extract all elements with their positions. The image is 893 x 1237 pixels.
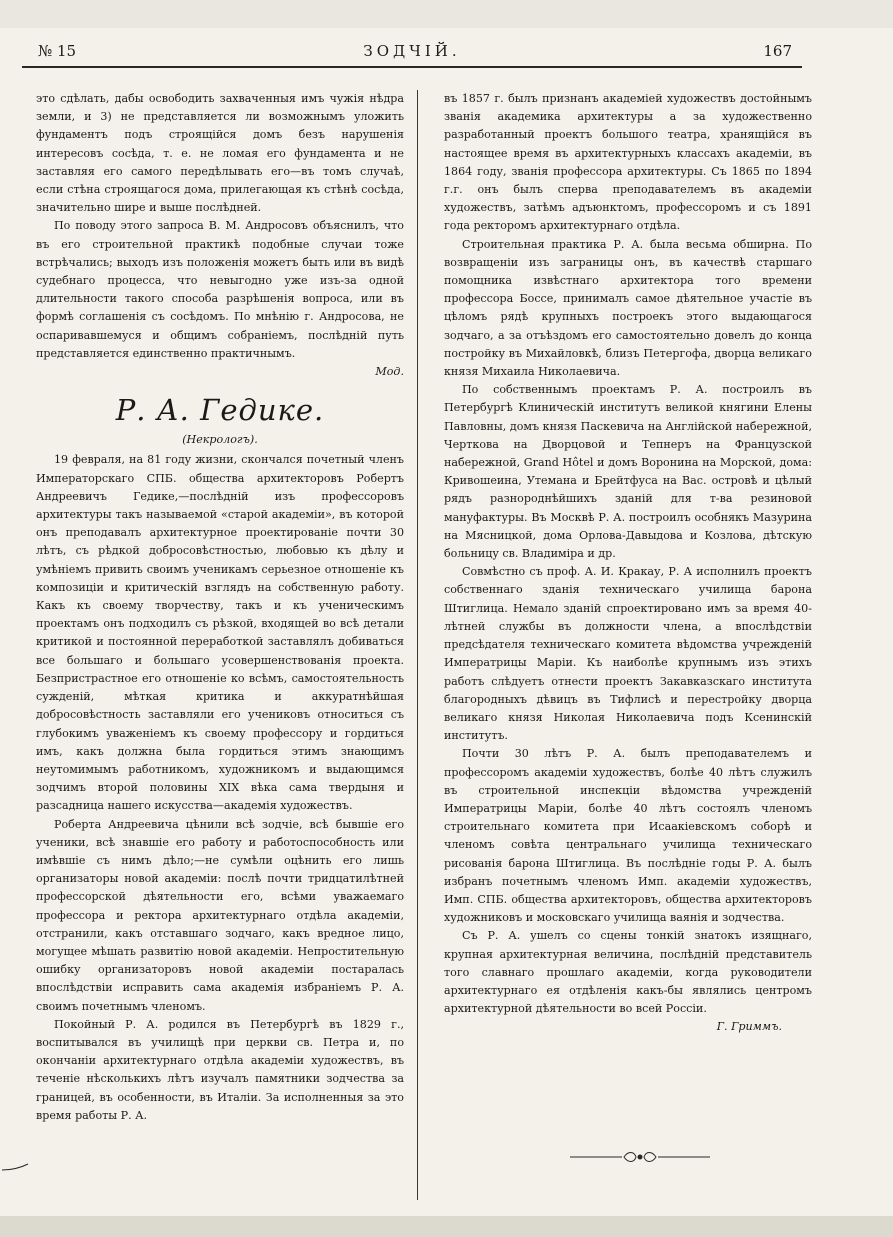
header-rule xyxy=(22,66,802,68)
margin-mark-icon xyxy=(0,1160,30,1180)
right-column xyxy=(444,90,812,1037)
paragraph: По поводу этого запроса В. М. Андросовъ объяснилъ, что въ его строительной практикѣ подобные случаи тоже встрѣчались; выходъ изъ положенія можетъ быть или въ видѣ судебнаго процесса, что невыгодно уже изъ-за одной длительности такого способа разрѣшенія вопроса, или въ формѣ соглашенія съ сосѣдомъ. По мнѣнію г. Андросова, не оспаривавшемуся и общимъ собраніемъ, послѣдній путь представляется единственно практичнымъ. xyxy=(36,219,404,360)
paragraph: Роберта Андреевича цѣнили всѣ зодчіе, всѣ бывшіе его ученики, всѣ знавшіе его работу и работоспособность или имѣвшіе съ нимъ дѣло;—не сумѣли оцѣнить его лишь организаторы новой академіи: послѣ почти тридцатилѣтней профессорской дѣятельности его, всѣми уважаемаго профессора и ректора архитектурнаго отдѣла академіи, отстранили, какъ отставшаго зодчаго, какъ вредное лицо, могущее мѣшать развитію новой академіи. Непростительную ошибку организаторовъ новой академіи постаралась впослѣдствіи исправить сама академія избраніемъ Р. А. своимъ почетнымъ членомъ. xyxy=(36,817,404,1013)
paragraph: это сдѣлать, дабы освободить захваченныя имъ чужія нѣдра земли, и 3) не представляется ли возможнымъ уложить фундаментъ подъ строящійся домъ безъ нарушенія интересовъ сосѣда, т. е. не ломая его фундамента и не заставляя его самого передѣлывать его—въ томъ случаѣ, если стѣна строящагося дома, прилегающая къ стѣнѣ сосѣда, значительно шире и выше послѣдней. xyxy=(36,92,404,215)
paragraph: По собственнымъ проектамъ Р. А. построилъ въ Петербургѣ Клиническій институтъ великой княгини Елены Павловны, домъ князя Паскевича на Англійской набережной, Черткова на Дворцовой и Тепнеръ на Французской набережной, Grand Hôtel и домъ Воронина на Морской, дома: Кривошеина, Утемана и Брейтфуса на Вас. островѣ и цѣлый рядъ разнороднѣйшихъ зданій для т-ва резиновой мануфактуры. Въ Москвѣ Р. А. построилъ особнякъ Мазурина на Мясницкой, дома Орлова-Давыдова и Козлова, дѣтскую больницу св. Владиміра и др. xyxy=(444,383,812,561)
paragraph: 19 февраля, на 81 году жизни, скончался почетный членъ Императорскаго СПБ. общества архитекторовъ Робертъ Андреевичъ Гедике,—послѣдній изъ профессоровъ архитектуры такъ называемой «старой академіи», въ которой онъ преподавалъ архитектурное проектированіе почти 30 лѣтъ, съ рѣдкой добросовѣстностью, любовью къ дѣлу и умѣніемъ привить своимъ ученикамъ серьезное отношеніе къ композиціи и критическій взглядъ на собственную работу. Какъ къ своему творчеству, такъ и къ ученическимъ проектамъ онъ подходилъ съ рѣзкой, входящей во всѣ детали критикой и постоянной переработкой заставлялъ добиваться все большаго и большаго усовершенствованія проекта. Безпристрастное его отношеніе ко всѣмъ, самостоятельность сужденій, мѣткая критика и аккуратнѣйшая добросовѣстность заставляли его учениковъ относиться съ глубокимъ уваженіемъ къ своему профессору и гордиться имъ, какъ должна была гордиться этимъ знающимъ неутомимымъ работникомъ, художникомъ и выдающимся зодчимъ второй половины XIX вѣка сама твердыня и разсадница нашего искусства—академія художествъ. xyxy=(36,453,404,813)
article-title: Р. А. Гедике. xyxy=(115,393,325,428)
paragraph: Строительная практика Р. А. была весьма обширна. По возвращеніи изъ заграницы онъ, въ качествѣ старшаго помощника извѣстнаго архитектора того времени профессора Боссе, принималъ самое дѣятельное участіе въ цѣломъ рядѣ крупныхъ построекъ этого выдающагося зодчаго, а за отъѣздомъ его самостоятельно довелъ до конца постройку въ Михайловкѣ, близъ Петергофа, дворца великаго князя Михаила Николаевича. xyxy=(444,237,812,379)
paragraph: Почти 30 лѣтъ Р. А. былъ преподавателемъ и профессоромъ академіи художествъ, болѣе 40 лѣтъ служилъ въ строительной инспекціи вѣдомства учрежденій Императрицы Маріи, болѣе 40 лѣтъ состоялъ членомъ строительнаго комитета при Исаакіевскомъ соборѣ и членомъ совѣта центральнаго училища техническаго рисованія барона Штиглица. Въ послѣдніе годы Р. А. былъ избранъ почетнымъ членомъ Имп. академіи художествъ, Имп. СПБ. общества архитекторовъ, общества архитекторовъ художниковъ и московскаго училища ваянія и зодчества. xyxy=(444,747,812,925)
journal-title: ЗОДЧІЙ. xyxy=(363,42,461,60)
scan-edge xyxy=(0,1216,893,1237)
author-signature: Мод. xyxy=(375,365,404,379)
end-ornament-icon xyxy=(570,1148,710,1166)
paragraph: Совмѣстно съ проф. А. И. Кракау, Р. А исполнилъ проектъ собственнаго зданія техническаго училища барона Штиглица. Немало зданій спроектировано имъ за время 40-лѣтней службы въ должности члена, а впослѣдствіи предсѣдателя техническаго комитета вѣдомства учрежденій Императрицы Маріи. Къ наиболѣе крупнымъ изъ этихъ работъ слѣдуетъ отнести проектъ Закавказскаго института благородныхъ дѣвицъ въ Тифлисѣ и перестройку дворца великаго князя Николая Николаевича подъ Ксенинскій институтъ. xyxy=(444,565,812,743)
left-column xyxy=(36,90,404,1125)
column-divider xyxy=(417,90,418,1200)
paragraph: Съ Р. А. ушелъ со сцены тонкій знатокъ изящнаго, крупная архитектурная величина, послѣдній представитель того славнаго прошлаго академіи, когда руководители архитектурнаго ея отдѣленія какъ-бы являлись центромъ архитектурной дѣятельности во всей Россіи. xyxy=(444,929,812,1016)
paragraph: Покойный Р. А. родился въ Петербургѣ въ 1829 г., воспитывался въ училищѣ при церкви св. Петра и, по окончаніи архитектурнаго отдѣла академіи художествъ, въ теченіе нѣсколькихъ лѣтъ изучалъ памятники зодчества за границей, въ особенности, въ Италіи. За исполненныя за это время работы Р. А. xyxy=(36,1017,404,1122)
issue-number: № 15 xyxy=(38,42,77,60)
running-header xyxy=(22,38,802,64)
author-signature: Г. Гриммъ. xyxy=(716,1020,782,1034)
paragraph: въ 1857 г. былъ признанъ академіей художествъ достойнымъ званія академика архитектуры а за художественно разработанный проектъ большого театра, хранящійся въ настоящее время въ архитектурныхъ классахъ академіи, въ 1864 году, званія профессора архитектуры. Съ 1865 по 1894 г.г. онъ былъ сперва преподавателемъ въ академіи художествъ, затѣмъ адъюнктомъ, профессоромъ и съ 1891 года ректоромъ архитектурнаго отдѣла. xyxy=(444,92,812,233)
article-subtitle: (Некрологъ). xyxy=(182,433,258,447)
page-number: 167 xyxy=(763,42,792,60)
